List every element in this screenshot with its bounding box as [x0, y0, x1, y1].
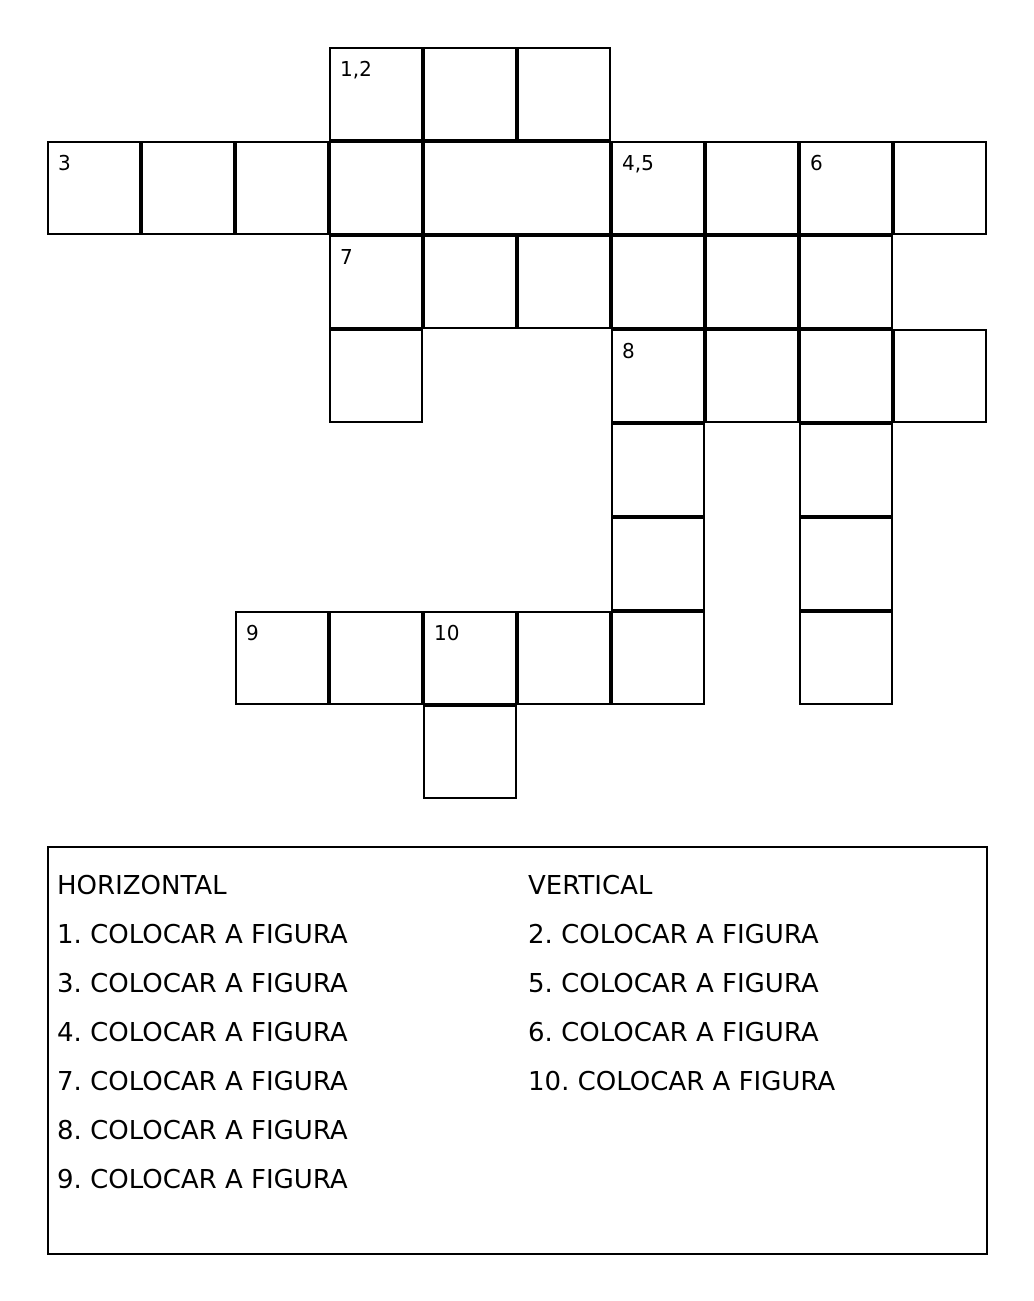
- clue-item: 8. COLOCAR A FIGURA: [57, 1116, 348, 1146]
- crossword-cell[interactable]: [799, 329, 893, 423]
- crossword-cell[interactable]: [799, 423, 893, 517]
- clue-item: 5. COLOCAR A FIGURA: [528, 969, 819, 999]
- horizontal-heading: HORIZONTAL: [57, 871, 227, 901]
- clue-item: 3. COLOCAR A FIGURA: [57, 969, 348, 999]
- crossword-cell[interactable]: [517, 611, 611, 705]
- crossword-cell[interactable]: [799, 611, 893, 705]
- crossword-cell[interactable]: [611, 141, 705, 235]
- crossword-cell[interactable]: [141, 141, 235, 235]
- crossword-cell[interactable]: [799, 141, 893, 235]
- crossword-cell[interactable]: [329, 141, 423, 235]
- crossword-cell[interactable]: [611, 235, 705, 329]
- crossword-cell[interactable]: [611, 611, 705, 705]
- crossword-cell[interactable]: [235, 141, 329, 235]
- crossword-cell[interactable]: [517, 235, 611, 329]
- cell-number: 9: [246, 621, 259, 645]
- crossword-cell[interactable]: [799, 235, 893, 329]
- clue-item: 2. COLOCAR A FIGURA: [528, 920, 819, 950]
- crossword-cell[interactable]: [893, 141, 987, 235]
- clue-item: 10. COLOCAR A FIGURA: [528, 1067, 836, 1097]
- cell-number: 3: [58, 151, 71, 175]
- clue-item: 4. COLOCAR A FIGURA: [57, 1018, 348, 1048]
- clue-item: 7. COLOCAR A FIGURA: [57, 1067, 348, 1097]
- crossword-cell[interactable]: [423, 141, 611, 235]
- horizontal-clues: [57, 862, 348, 1205]
- crossword-cell[interactable]: [423, 47, 517, 141]
- crossword-cell[interactable]: [705, 141, 799, 235]
- cell-number: 1,2: [340, 57, 372, 81]
- crossword-cell[interactable]: [423, 705, 517, 799]
- crossword-cell[interactable]: [235, 611, 329, 705]
- cell-number: 4,5: [622, 151, 654, 175]
- clue-item: 9. COLOCAR A FIGURA: [57, 1165, 348, 1195]
- crossword-cell[interactable]: [705, 235, 799, 329]
- crossword-cell[interactable]: [517, 47, 611, 141]
- crossword-cell[interactable]: [47, 141, 141, 235]
- crossword-cell[interactable]: [329, 235, 423, 329]
- cell-number: 7: [340, 245, 353, 269]
- crossword-cell[interactable]: [329, 611, 423, 705]
- crossword-cell[interactable]: [611, 423, 705, 517]
- crossword-cell[interactable]: [423, 611, 517, 705]
- clue-item: 6. COLOCAR A FIGURA: [528, 1018, 819, 1048]
- crossword-cell[interactable]: [611, 329, 705, 423]
- cell-number: 6: [810, 151, 823, 175]
- vertical-heading: VERTICAL: [528, 871, 653, 901]
- crossword-cell[interactable]: [611, 517, 705, 611]
- crossword-cell[interactable]: [329, 47, 423, 141]
- crossword-cell[interactable]: [799, 517, 893, 611]
- crossword-cell[interactable]: [705, 329, 799, 423]
- crossword-cell[interactable]: [329, 329, 423, 423]
- vertical-clues: [528, 862, 835, 1107]
- cell-number: 8: [622, 339, 635, 363]
- clue-item: 1. COLOCAR A FIGURA: [57, 920, 348, 950]
- crossword-cell[interactable]: [423, 235, 517, 329]
- cell-number: 10: [434, 621, 460, 645]
- clues-box: [47, 846, 988, 1255]
- crossword-cell[interactable]: [893, 329, 987, 423]
